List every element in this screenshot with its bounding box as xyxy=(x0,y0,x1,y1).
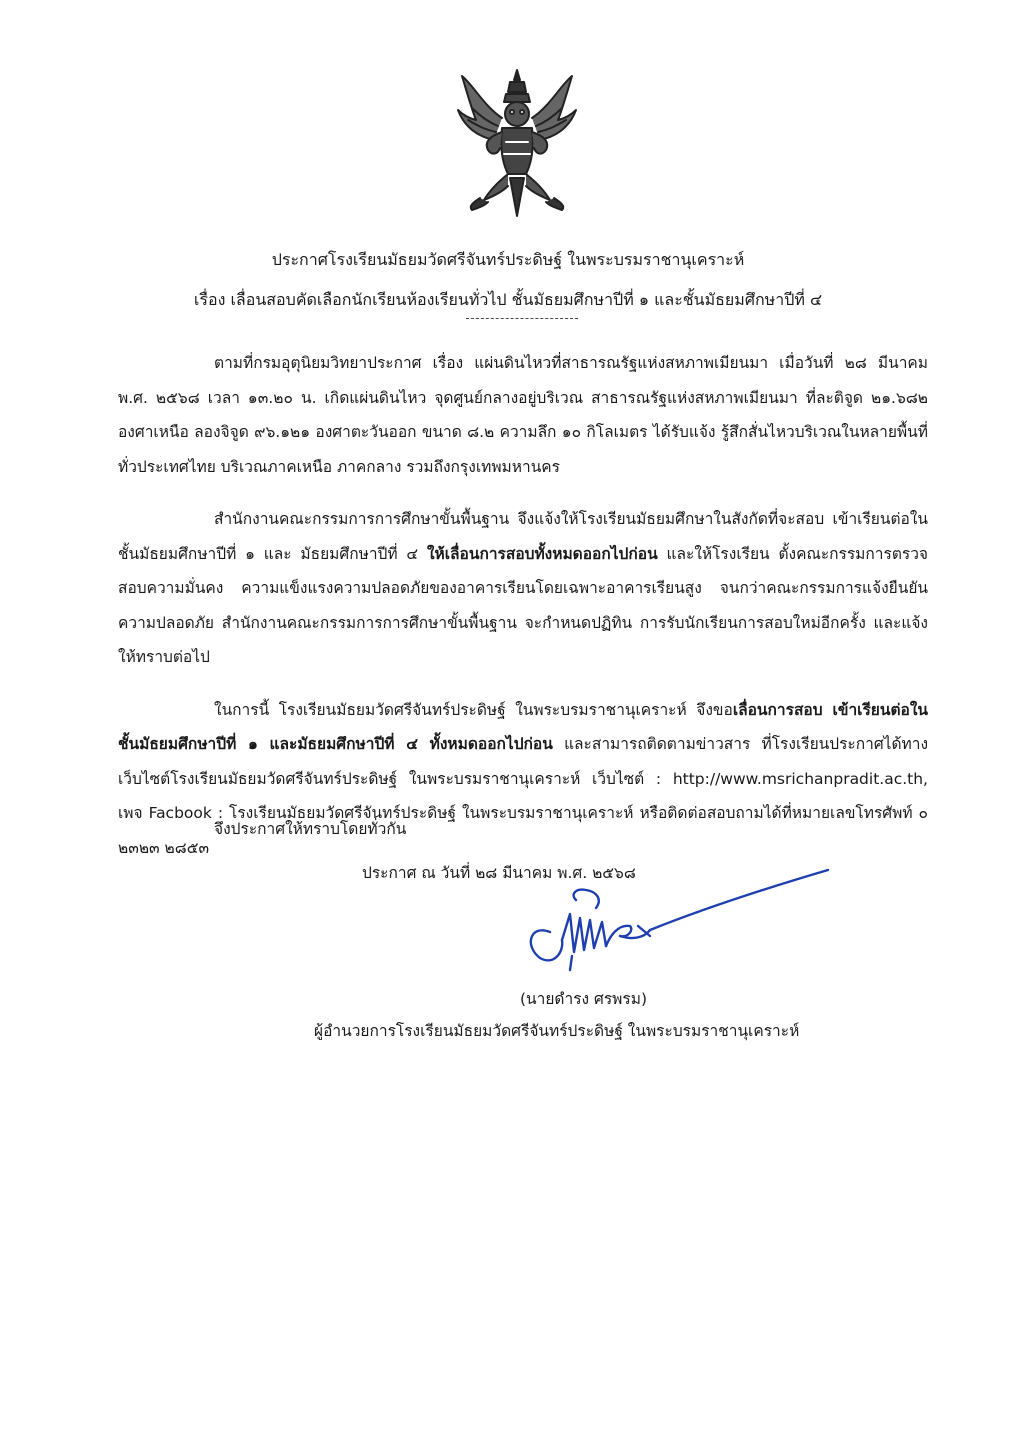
paragraph-2-emphasis: ให้เลื่อนการสอบทั้งหมดออกไปก่อน xyxy=(426,544,658,563)
paragraph-3-text-a: ในการนี้ โรงเรียนมัธยมวัดศรีจันทร์ประดิษฐ์ ในพระบรมราชานุเคราะห์ จึงขอ xyxy=(214,700,733,719)
signer-name: (นายดำรง ศรพรม) xyxy=(520,990,647,1008)
paragraph-1-text: ตามที่กรมอุตุนิยมวิทยาประกาศ เรื่อง แผ่นดินไหวที่สาธารณรัฐแห่งสหภาพเมียนมา เมื่อวันที่ ๒๘ มีนาคม พ.ศ. ๒๕๖๘ เวลา ๑๓.๒๐ น. เกิดแผ่นดินไหว จุดศูนย์กลางอยู่บริเวณ สาธารณรัฐแห่งสหภาพเมียนมา ที่ละติจูด ๒๑.๖๘๒ องศาเหนือ ลองจิจูด ๙๖.๑๒๑ องศาตะวันออก ขนาด ๘.๒ ความลึก ๑๐ กิโลเมตร ได้รับแจ้ง รู้สึกสั่นไหวบริเวณในหลายพื้นที่ทั่วประเทศไทย บริเวณภาคเหนือ ภาคกลาง รวมถึงกรุงเทพมหานคร xyxy=(118,354,928,476)
paragraph-earthquake-report xyxy=(118,346,928,484)
school-website-link[interactable]: http://www.msrichanpradit.ac.th, xyxy=(672,769,928,788)
signer-position: ผู้อำนวยการโรงเรียนมัธยมวัดศรีจันทร์ประดิษฐ์ ในพระบรมราชานุเคราะห์ xyxy=(314,1022,800,1040)
announcement-heading xyxy=(0,240,1016,320)
announcement-body xyxy=(118,346,928,883)
announcement-date: ประกาศ ณ วันที่ ๒๘ มีนาคม พ.ศ. ๒๕๖๘ xyxy=(362,864,636,882)
paragraph-2-text-a: สำนักงานคณะกรรมการการศึกษาขั้นพื้นฐาน จึงแจ้งให้โรงเรียนมัธยมศึกษาในสังกัดที่จะสอบ เข้าเรียนต่อในชั้นมัธยมศึกษาปีที่ ๑ และ มัธยมศึกษาปีที่ ๔ xyxy=(118,510,928,563)
paragraph-3-emphasis: เลื่อนการสอบ เข้าเรียนต่อในชั้นมัธยมศึกษาปีที่ ๑ และมัธยมศึกษาปีที่ ๔ ทั้งหมดออกไปก่อน xyxy=(118,700,928,753)
announcement-subject: เรื่อง เลื่อนสอบคัดเลือกนักเรียนห้องเรียนทั่วไป ชั้นมัธยมศึกษาปีที่ ๑ และชั้นมัธยมศึกษาปีที่ ๔ xyxy=(193,290,823,309)
handwritten-signature-icon xyxy=(510,860,830,975)
paragraph-3-text-c: เพจ Facbook : โรงเรียนมัธยมวัดศรีจันทร์ประดิษฐ์ ในพระบรมราชานุเคราะห์ หรือติดต่อสอบถามได้ที่หมายเลขโทรศัพท์ ๐ ๒๓๒๓ ๒๘๕๓ xyxy=(118,804,928,857)
closing-line: จึงประกาศให้ทราบโดยทั่วกัน xyxy=(214,820,407,838)
paragraph-3-text-b: และสามารถติดตามข่าวสาร ที่โรงเรียนประกาศได้ทางเว็บไซต์โรงเรียนมัธยมวัดศรีจันทร์ประดิษฐ์ ในพระบรมราชานุเคราะห์ เว็บไซต์ : xyxy=(118,735,929,788)
garuda-emblem-icon xyxy=(454,66,580,224)
announcement-title: ประกาศโรงเรียนมัธยมวัดศรีจันทร์ประดิษฐ์ ในพระบรมราชานุเคราะห์ xyxy=(271,250,745,269)
paragraph-2-text-b: และให้โรงเรียน ตั้งคณะกรรมการตรวจสอบความมั่นคง ความแข็งแรงความปลอดภัยของอาคารเรียนโดยเฉพาะอาคารเรียนสูง จนกว่าคณะกรรมการแจ้งยืนยันความปลอดภัย สำนักงานคณะกรรมการการศึกษาขั้นพื้นฐาน จะกำหนดปฏิทิน การรับนักเรียนการสอบใหม่อีกครั้ง และแจ้งให้ทราบต่อไป xyxy=(118,544,928,666)
paragraph-obec-notice xyxy=(118,502,928,675)
title-divider xyxy=(466,318,578,319)
